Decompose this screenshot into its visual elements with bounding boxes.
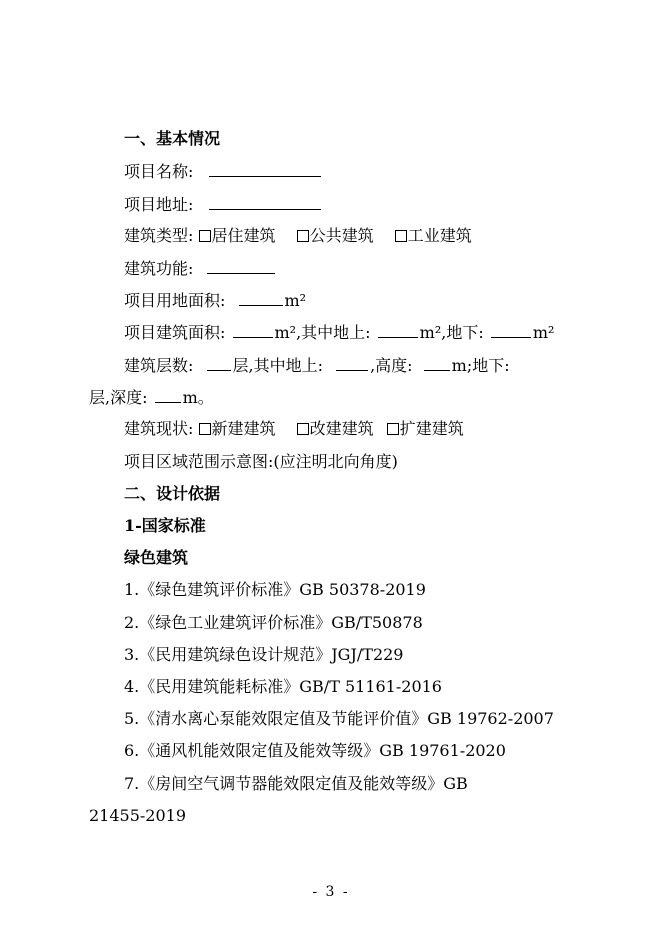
standard-item-7-continued: 21455-2019 bbox=[89, 806, 187, 825]
floors-label: 建筑层数: bbox=[124, 356, 194, 375]
floor-area-above-label: m²,其中地上: bbox=[274, 323, 371, 342]
floor-area-above-field[interactable] bbox=[378, 322, 418, 338]
project-name-field[interactable] bbox=[209, 161, 321, 177]
project-address-label: 项目地址: bbox=[124, 195, 194, 214]
standard-item-3: 3.《民用建筑绿色设计规范》JGJ/T229 bbox=[124, 645, 404, 664]
renovation-option-label: 改建建筑 bbox=[309, 419, 374, 438]
page-number: - 3 - bbox=[312, 884, 350, 900]
height-field[interactable] bbox=[424, 355, 450, 371]
status-label: 建筑现状: bbox=[124, 419, 194, 438]
section2-heading: 二、设计依据 bbox=[124, 484, 221, 503]
land-area-unit: m² bbox=[284, 291, 307, 310]
section1-heading: 一、基本情况 bbox=[124, 129, 221, 148]
land-area-row bbox=[0, 290, 662, 311]
residential-checkbox[interactable] bbox=[199, 230, 211, 242]
floor-area-below-field[interactable] bbox=[491, 322, 531, 338]
depth-field[interactable] bbox=[155, 387, 181, 403]
height-unit: m;地下: bbox=[451, 356, 510, 375]
floors-field[interactable] bbox=[207, 355, 231, 371]
floors-above-field[interactable] bbox=[336, 355, 368, 371]
floor-area-below-unit: m² bbox=[532, 323, 555, 342]
standard-item-7: 7.《房间空气调节器能效限定值及能效等级》GB bbox=[124, 774, 468, 793]
area-map-label: 项目区域范围示意图:(应注明北向角度) bbox=[124, 452, 398, 471]
floor-area-row bbox=[0, 322, 662, 343]
public-option-label: 公共建筑 bbox=[309, 226, 374, 245]
new-option-label: 新建建筑 bbox=[211, 419, 276, 438]
green-building-heading: 绿色建筑 bbox=[124, 548, 189, 567]
floors-row-continued bbox=[0, 387, 662, 408]
depth-unit: m。 bbox=[182, 388, 214, 407]
project-name-row bbox=[0, 161, 662, 182]
project-address-row bbox=[0, 194, 662, 215]
floors-below-label: 层,深度: bbox=[89, 388, 148, 407]
standard-item-5: 5.《清水离心泵能效限定值及节能评价值》GB 19762-2007 bbox=[124, 709, 554, 728]
new-checkbox[interactable] bbox=[199, 423, 211, 435]
extension-checkbox[interactable] bbox=[387, 423, 399, 435]
status-row bbox=[0, 419, 662, 439]
floor-area-label: 项目建筑面积: bbox=[124, 323, 226, 342]
standard-item-4: 4.《民用建筑能耗标准》GB/T 51161-2016 bbox=[124, 677, 442, 696]
floors-above-label: 层,其中地上: bbox=[232, 356, 323, 375]
height-label: ,高度: bbox=[370, 356, 413, 375]
project-name-label: 项目名称: bbox=[124, 162, 194, 181]
building-function-label: 建筑功能: bbox=[124, 259, 194, 278]
land-area-field[interactable] bbox=[239, 290, 283, 306]
building-function-row bbox=[0, 258, 662, 279]
residential-option-label: 居住建筑 bbox=[211, 226, 276, 245]
public-checkbox[interactable] bbox=[297, 230, 309, 242]
building-function-field[interactable] bbox=[207, 258, 275, 274]
national-standards-heading: 1-国家标准 bbox=[124, 516, 206, 535]
floor-area-below-label: m²,地下: bbox=[419, 323, 484, 342]
standard-item-6: 6.《通风机能效限定值及能效等级》GB 19761-2020 bbox=[124, 741, 506, 760]
land-area-label: 项目用地面积: bbox=[124, 291, 226, 310]
floors-row bbox=[0, 355, 662, 376]
standard-item-1: 1.《绿色建筑评价标准》GB 50378-2019 bbox=[124, 580, 426, 599]
industrial-option-label: 工业建筑 bbox=[407, 226, 472, 245]
renovation-checkbox[interactable] bbox=[297, 423, 309, 435]
standard-item-2: 2.《绿色工业建筑评价标准》GB/T50878 bbox=[124, 613, 423, 632]
floor-area-field[interactable] bbox=[233, 322, 273, 338]
extension-option-label: 扩建建筑 bbox=[399, 419, 464, 438]
project-address-field[interactable] bbox=[209, 194, 321, 210]
industrial-checkbox[interactable] bbox=[395, 230, 407, 242]
building-type-row bbox=[0, 226, 662, 246]
building-type-label: 建筑类型: bbox=[124, 226, 194, 245]
